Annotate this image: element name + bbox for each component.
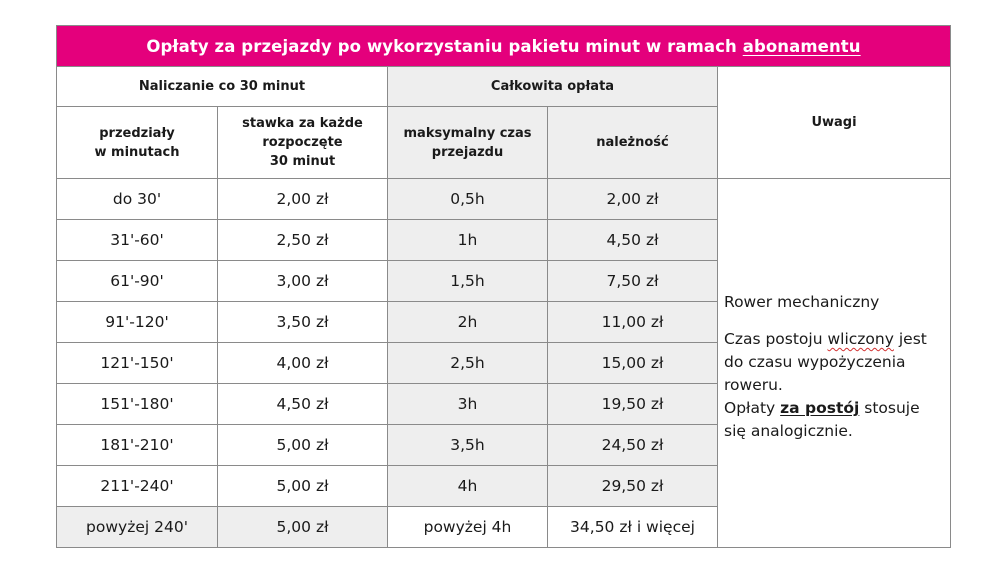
cell-max-time: 4h bbox=[388, 466, 548, 507]
header-billing-group: Naliczanie co 30 minut bbox=[57, 67, 388, 107]
cell-interval: do 30' bbox=[57, 179, 218, 220]
cell-rate: 3,50 zł bbox=[218, 302, 388, 343]
cell-max-time: 3,5h bbox=[388, 425, 548, 466]
cell-max-time: 0,5h bbox=[388, 179, 548, 220]
header-interval-line2: w minutach bbox=[94, 144, 180, 160]
cell-interval: 91'-120' bbox=[57, 302, 218, 343]
cell-due: 29,50 zł bbox=[548, 466, 718, 507]
notes-p2-before: Czas postoju bbox=[724, 330, 828, 348]
header-due: należność bbox=[548, 107, 718, 179]
notes-paragraph2 bbox=[724, 328, 940, 397]
cell-due: 34,50 zł i więcej bbox=[548, 507, 718, 548]
notes-line1: Rower mechaniczny bbox=[724, 293, 880, 311]
abonament-link[interactable]: abonamentu bbox=[742, 36, 861, 56]
cell-max-time: powyżej 4h bbox=[388, 507, 548, 548]
header-total-group: Całkowita opłata bbox=[388, 67, 718, 107]
header-interval-line1: przedziały bbox=[99, 125, 175, 141]
table-title bbox=[57, 26, 951, 67]
header-rate bbox=[218, 107, 388, 179]
notes-p3-before: Opłaty bbox=[724, 399, 781, 417]
cell-rate: 4,50 zł bbox=[218, 384, 388, 425]
header-max-time-line1: maksymalny czas bbox=[403, 125, 532, 141]
header-max-time bbox=[388, 107, 548, 179]
cell-rate: 2,50 zł bbox=[218, 220, 388, 261]
cell-due: 7,50 zł bbox=[548, 261, 718, 302]
cell-rate: 5,00 zł bbox=[218, 425, 388, 466]
header-interval bbox=[57, 107, 218, 179]
cell-interval: 181'-210' bbox=[57, 425, 218, 466]
cell-interval: 211'-240' bbox=[57, 466, 218, 507]
cell-max-time: 1h bbox=[388, 220, 548, 261]
cell-due: 15,00 zł bbox=[548, 343, 718, 384]
cell-interval: 31'-60' bbox=[57, 220, 218, 261]
cell-due: 2,00 zł bbox=[548, 179, 718, 220]
cell-max-time: 1,5h bbox=[388, 261, 548, 302]
notes-p3-bold: za postój bbox=[780, 399, 860, 417]
title-text: Opłaty za przejazdy po wykorzystaniu pakietu minut w ramach bbox=[146, 36, 743, 56]
cell-due: 4,50 zł bbox=[548, 220, 718, 261]
cell-due: 24,50 zł bbox=[548, 425, 718, 466]
cell-due: 19,50 zł bbox=[548, 384, 718, 425]
cell-rate: 3,00 zł bbox=[218, 261, 388, 302]
cell-interval: 121'-150' bbox=[57, 343, 218, 384]
cell-max-time: 2,5h bbox=[388, 343, 548, 384]
cell-due: 11,00 zł bbox=[548, 302, 718, 343]
cell-rate: 5,00 zł bbox=[218, 466, 388, 507]
table-row bbox=[57, 179, 951, 220]
header-rate-line2: rozpoczęte bbox=[262, 135, 343, 150]
cell-rate: 4,00 zł bbox=[218, 343, 388, 384]
header-rate-line3: 30 minut bbox=[269, 154, 336, 169]
notes-p2-after: jest do czasu wypożyczenia roweru. bbox=[724, 330, 927, 394]
cell-max-time: 2h bbox=[388, 302, 548, 343]
cell-interval: 61'-90' bbox=[57, 261, 218, 302]
cell-max-time: 3h bbox=[388, 384, 548, 425]
header-rate-line1: stawka za każde bbox=[242, 116, 363, 131]
header-notes: Uwagi bbox=[718, 67, 951, 179]
notes-p2-marked: wliczony bbox=[827, 330, 894, 348]
notes-paragraph3 bbox=[724, 397, 940, 443]
fees-table bbox=[56, 25, 951, 548]
notes-p3-after: stosuje się analogicznie. bbox=[724, 399, 920, 440]
cell-rate: 5,00 zł bbox=[218, 507, 388, 548]
cell-rate: 2,00 zł bbox=[218, 179, 388, 220]
notes-cell bbox=[718, 179, 951, 548]
cell-interval: powyżej 240' bbox=[57, 507, 218, 548]
cell-interval: 151'-180' bbox=[57, 384, 218, 425]
header-max-time-line2: przejazdu bbox=[431, 144, 504, 160]
